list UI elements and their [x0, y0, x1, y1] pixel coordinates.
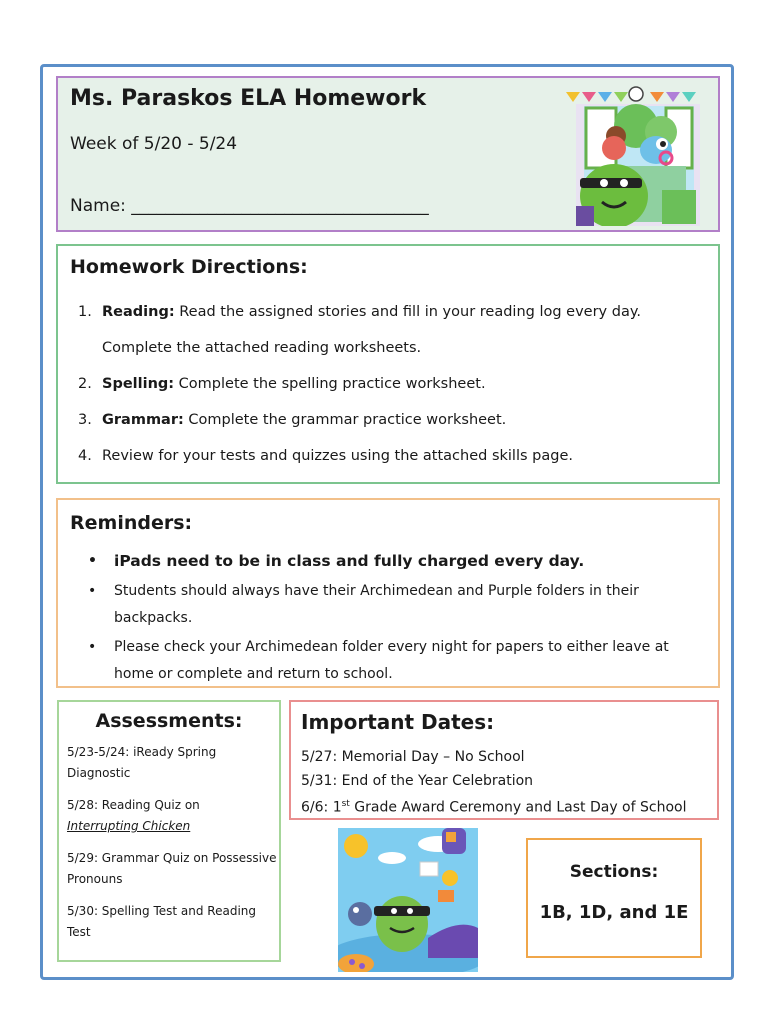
list-item: • iPads need to be in class and fully charged every day.: [88, 546, 708, 576]
assessments-heading: Assessments:: [95, 710, 243, 732]
sections-heading: Sections:: [569, 862, 659, 882]
assessments-section: [57, 700, 281, 962]
list-item: 1. Reading: Read the assigned stories and fill in your reading log every day. Complete the attached reading worksheets.: [78, 304, 641, 356]
list-item: 2. Spelling: Complete the spelling practice worksheet.: [78, 376, 486, 392]
reminders-list: [88, 546, 708, 690]
list-item: 5/31: End of the Year Celebration: [301, 772, 534, 789]
list-item: 5/30: Spelling Test and Reading Test: [67, 904, 257, 939]
header-section: [56, 76, 720, 232]
list-item: • Please check your Archimedean folder every night for papers to either leave at home or complete and return to school.: [88, 634, 708, 688]
list-item: 5/23-5/24: iReady Spring Diagnostic: [67, 745, 217, 780]
bullet-icon: •: [88, 583, 97, 599]
sections-section: [526, 838, 702, 958]
list-item: 5/28: Reading Quiz on Interrupting Chicken: [67, 798, 200, 833]
name-field: Name: ___________________________________: [70, 196, 429, 216]
list-item: 6/6: 1st Grade Award Ceremony and Last Day of School: [301, 799, 687, 816]
directions-list: [78, 294, 708, 474]
dates-heading: Important Dates:: [301, 710, 495, 734]
book-title: Interrupting Chicken: [67, 819, 191, 833]
list-item: 5/29: Grammar Quiz on Possessive Pronouns: [67, 851, 277, 886]
classroom-illustration: [566, 86, 706, 226]
dates-list: [301, 746, 716, 820]
reminders-heading: Reminders:: [70, 512, 193, 534]
bullet-icon: •: [88, 553, 97, 569]
directions-section: [56, 244, 720, 484]
assessments-list: [67, 742, 277, 954]
reminders-section: [56, 498, 720, 688]
important-dates-section: [289, 700, 719, 820]
page-title: Ms. Paraskos ELA Homework: [70, 86, 427, 111]
list-item: 4. Review for your tests and quizzes using the attached skills page.: [78, 448, 573, 464]
week-range: Week of 5/20 - 5/24: [70, 134, 238, 154]
sections-value: 1B, 1D, and 1E: [539, 902, 689, 923]
bullet-icon: •: [88, 639, 97, 655]
list-item: • Students should always have their Archimedean and Purple folders in their backpacks.: [88, 578, 708, 632]
directions-heading: Homework Directions:: [70, 256, 308, 278]
monster-illustration: [338, 828, 478, 972]
list-item: 5/27: Memorial Day – No School: [301, 749, 525, 765]
list-item: 3. Grammar: Complete the grammar practice worksheet.: [78, 412, 507, 428]
